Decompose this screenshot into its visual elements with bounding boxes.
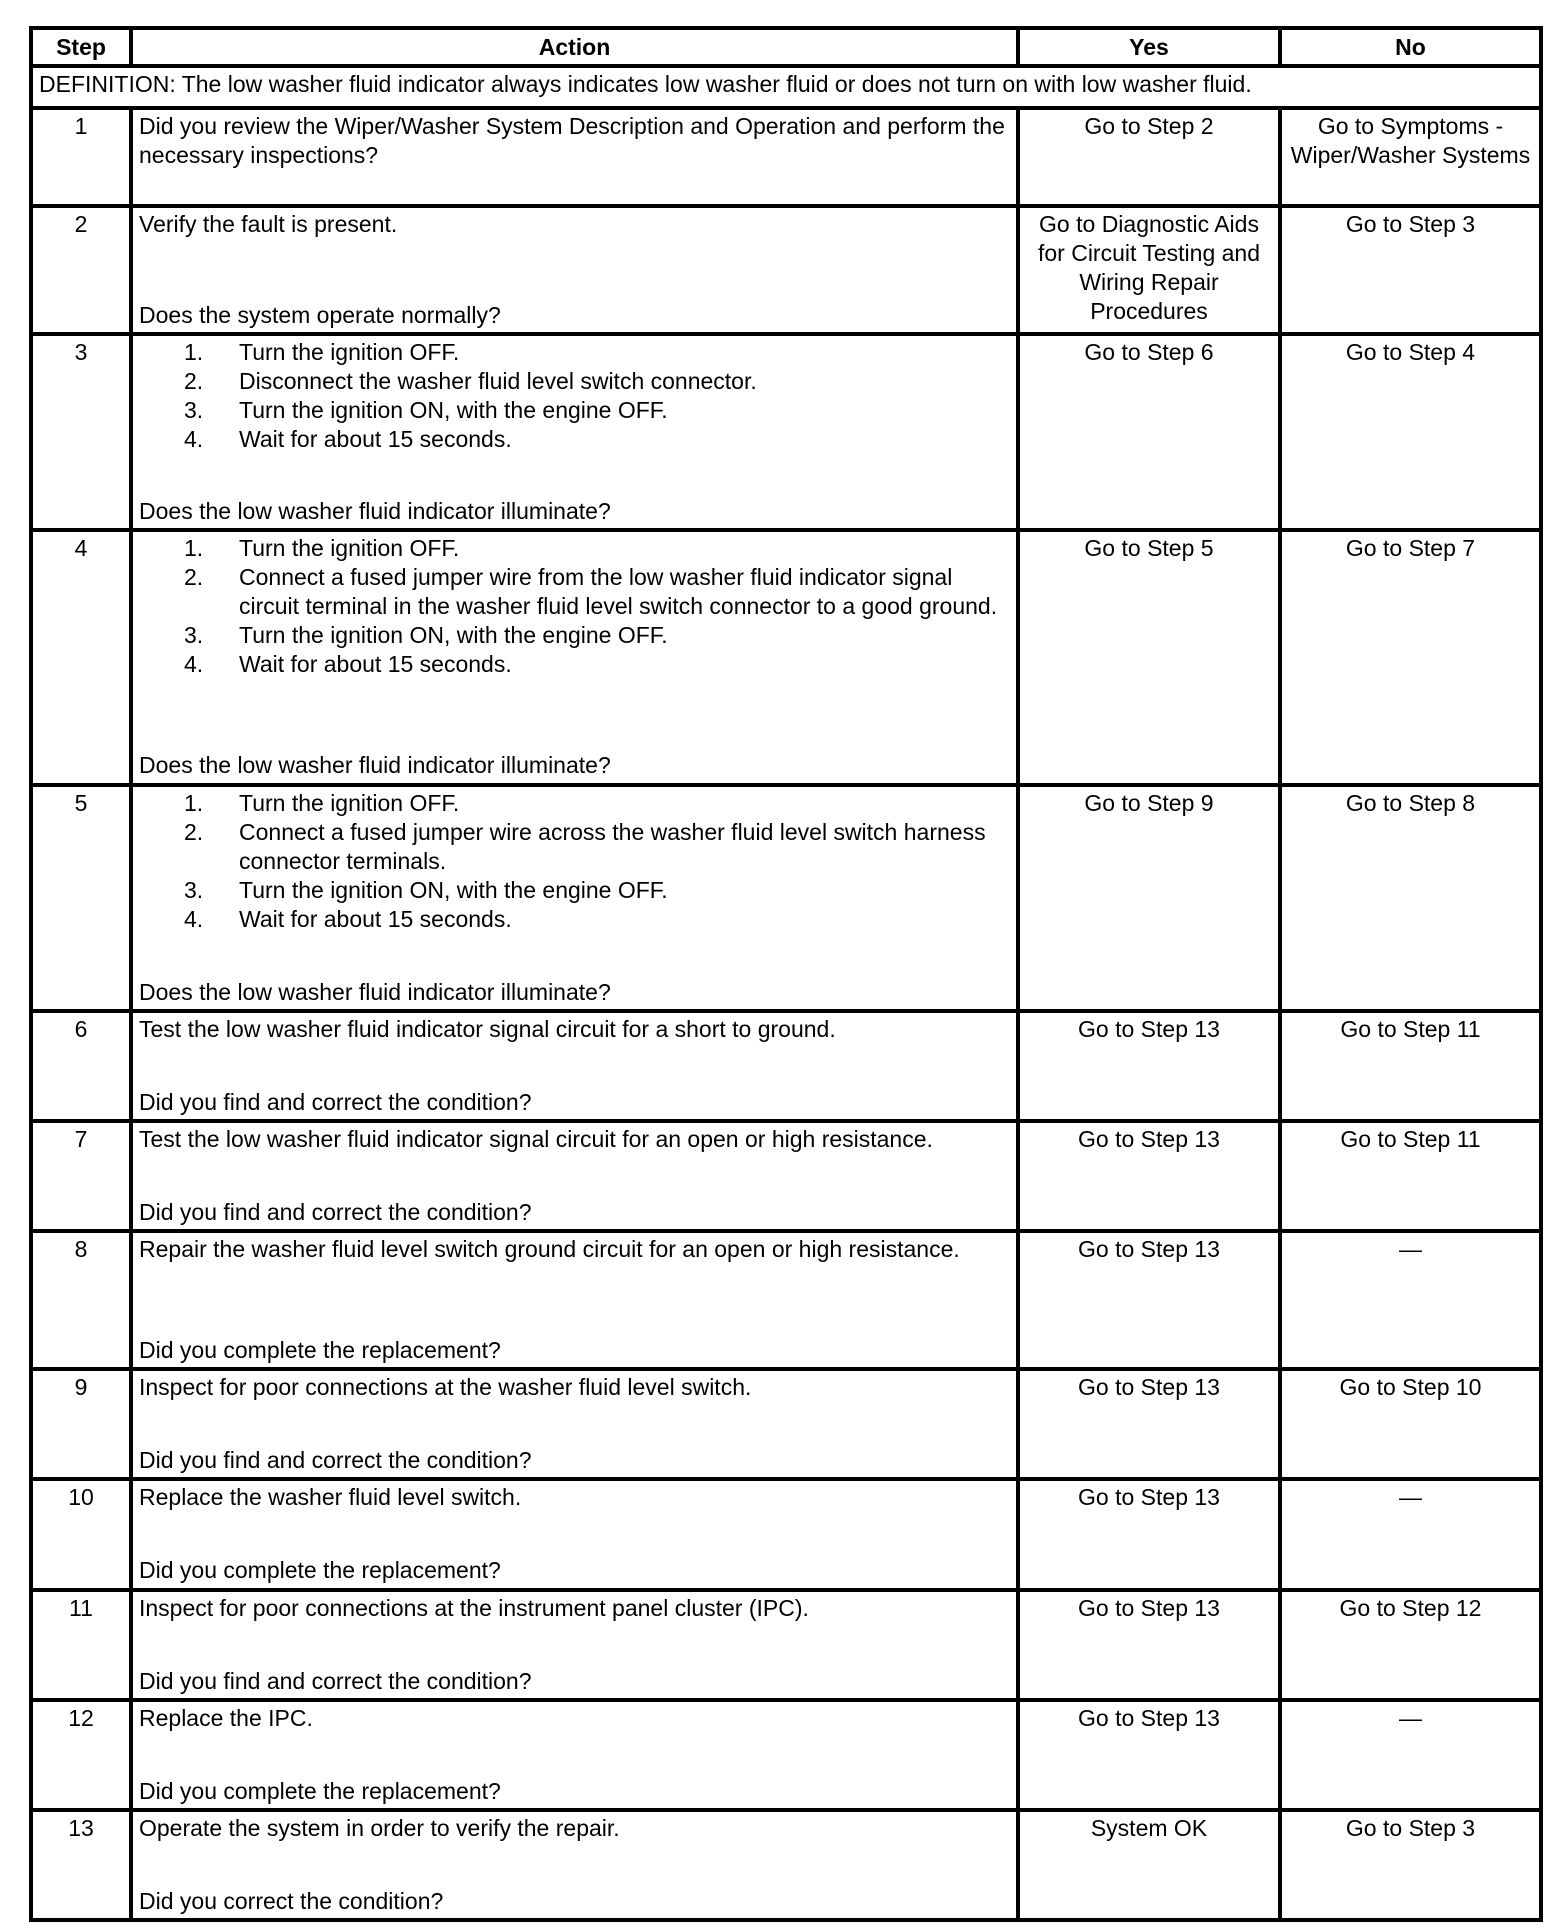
substep-item: [184, 425, 1010, 454]
substep-number: 3.: [184, 397, 204, 424]
substep-number: 1.: [184, 339, 204, 366]
action-intro: Inspect for poor connections at the instrument panel cluster (IPC).: [139, 1594, 809, 1621]
substep-number: 2.: [184, 564, 204, 591]
yes-result: Go to Diagnostic Aids for Circuit Testing and Wiring Repair Procedures: [1018, 206, 1280, 334]
no-result: Go to Step 4: [1280, 334, 1541, 530]
table-row: [31, 1810, 1541, 1920]
action-cell: [131, 108, 1018, 206]
action-cell: [131, 530, 1018, 784]
action-top: [139, 210, 1010, 239]
substep-text: Turn the ignition OFF.: [239, 535, 460, 562]
no-result: Go to Step 3: [1280, 1810, 1541, 1920]
substep-item: [184, 534, 1010, 563]
step-number: 10: [31, 1479, 131, 1589]
action-question: Does the low washer fluid indicator illuminate?: [139, 752, 611, 779]
action-intro: Test the low washer fluid indicator signal circuit for an open or high resistance.: [139, 1126, 933, 1153]
action-top: [139, 534, 1010, 679]
yes-result: Go to Step 13: [1018, 1121, 1280, 1231]
action-content: [139, 210, 1010, 330]
action-cell: [131, 1011, 1018, 1121]
substep-number: 1.: [184, 789, 204, 816]
substep-item: [184, 338, 1010, 367]
definition-row: [31, 66, 1541, 108]
substep-list: [139, 338, 1010, 454]
yes-result: Go to Step 13: [1018, 1590, 1280, 1700]
substep-text: Turn the ignition OFF.: [239, 789, 460, 816]
substep-list: [139, 534, 1010, 679]
substep-text: Disconnect the washer fluid level switch connector.: [239, 368, 757, 395]
substep-text: Turn the ignition ON, with the engine OFF.: [239, 397, 668, 424]
table-row: [31, 1369, 1541, 1479]
no-result: Go to Step 12: [1280, 1590, 1541, 1700]
substep-text: Wait for about 15 seconds.: [239, 651, 512, 678]
action-intro: Test the low washer fluid indicator signal circuit for a short to ground.: [139, 1015, 836, 1042]
action-content: [139, 789, 1010, 1007]
substep-number: 4.: [184, 905, 204, 932]
diagnostic-table: [29, 26, 1543, 1922]
no-result: —: [1280, 1231, 1541, 1369]
table-row: [31, 1700, 1541, 1810]
action-cell: [131, 1369, 1018, 1479]
substep-text: Turn the ignition OFF.: [239, 339, 460, 366]
substep-text: Turn the ignition ON, with the engine OFF.: [239, 622, 668, 649]
yes-result: Go to Step 13: [1018, 1369, 1280, 1479]
step-number: 12: [31, 1700, 131, 1810]
action-content: [139, 1015, 1010, 1117]
action-question: Does the system operate normally?: [139, 302, 501, 329]
step-number: 9: [31, 1369, 131, 1479]
action-content: [139, 1704, 1010, 1806]
action-top: [139, 112, 1010, 170]
substep-text: Wait for about 15 seconds.: [239, 426, 512, 453]
action-cell: [131, 1479, 1018, 1589]
substep-item: [184, 367, 1010, 396]
action-top: [139, 1594, 1010, 1623]
action-top: [139, 789, 1010, 934]
yes-result: Go to Step 6: [1018, 334, 1280, 530]
action-top: [139, 1814, 1010, 1843]
no-result: Go to Step 11: [1280, 1121, 1541, 1231]
yes-result: System OK: [1018, 1810, 1280, 1920]
no-result: Go to Step 11: [1280, 1011, 1541, 1121]
action-cell: [131, 1121, 1018, 1231]
yes-result: Go to Step 13: [1018, 1479, 1280, 1589]
action-question: Did you find and correct the condition?: [139, 1667, 532, 1694]
yes-result: Go to Step 13: [1018, 1011, 1280, 1121]
action-content: [139, 534, 1010, 780]
substep-number: 3.: [184, 876, 204, 903]
action-intro: Replace the IPC.: [139, 1704, 313, 1731]
no-result: Go to Step 3: [1280, 206, 1541, 334]
table-row: [31, 206, 1541, 334]
action-top: [139, 1704, 1010, 1733]
no-result: Go to Symptoms - Wiper/Washer Systems: [1280, 108, 1541, 206]
substep-item: [184, 905, 1010, 934]
action-question: Did you correct the condition?: [139, 1887, 444, 1914]
substep-item: [184, 876, 1010, 905]
no-result: —: [1280, 1479, 1541, 1589]
action-cell: [131, 785, 1018, 1011]
action-top: [139, 1373, 1010, 1402]
step-number: 6: [31, 1011, 131, 1121]
action-question: Did you complete the replacement?: [139, 1557, 501, 1584]
no-result: Go to Step 10: [1280, 1369, 1541, 1479]
yes-result: Go to Step 13: [1018, 1700, 1280, 1810]
action-intro: Operate the system in order to verify the repair.: [139, 1814, 620, 1841]
action-content: [139, 1814, 1010, 1916]
no-result: Go to Step 8: [1280, 785, 1541, 1011]
action-intro: Inspect for poor connections at the washer fluid level switch.: [139, 1374, 752, 1401]
substep-item: [184, 621, 1010, 650]
header-step: Step: [31, 28, 131, 66]
action-top: [139, 1015, 1010, 1044]
step-number: 1: [31, 108, 131, 206]
table-row: [31, 530, 1541, 784]
header-no: No: [1280, 28, 1541, 66]
header-yes: Yes: [1018, 28, 1280, 66]
action-cell: [131, 1810, 1018, 1920]
step-number: 13: [31, 1810, 131, 1920]
header-row: [31, 28, 1541, 66]
action-intro: Did you review the Wiper/Washer System Description and Operation and perform the necessary inspections?: [139, 113, 1005, 169]
step-number: 2: [31, 206, 131, 334]
action-question: Did you find and correct the condition?: [139, 1199, 532, 1226]
substep-list: [139, 789, 1010, 934]
table-row: [31, 785, 1541, 1011]
header-action: Action: [131, 28, 1018, 66]
table-row: [31, 1121, 1541, 1231]
substep-number: 4.: [184, 426, 204, 453]
action-top: [139, 338, 1010, 454]
action-content: [139, 1373, 1010, 1475]
action-content: [139, 112, 1010, 202]
substep-item: [184, 789, 1010, 818]
action-question: Does the low washer fluid indicator illuminate?: [139, 498, 611, 525]
action-question: Did you complete the replacement?: [139, 1777, 501, 1804]
action-question: Did you find and correct the condition?: [139, 1447, 532, 1474]
step-number: 8: [31, 1231, 131, 1369]
action-content: [139, 1594, 1010, 1696]
action-cell: [131, 334, 1018, 530]
yes-result: Go to Step 5: [1018, 530, 1280, 784]
step-number: 4: [31, 530, 131, 784]
action-cell: [131, 1590, 1018, 1700]
definition-text: DEFINITION: The low washer fluid indicator always indicates low washer fluid or does not turn on with low washer fluid.: [31, 66, 1541, 108]
action-content: [139, 1483, 1010, 1585]
action-intro: Replace the washer fluid level switch.: [139, 1484, 522, 1511]
no-result: —: [1280, 1700, 1541, 1810]
action-cell: [131, 1231, 1018, 1369]
substep-number: 1.: [184, 535, 204, 562]
table-row: [31, 1479, 1541, 1589]
action-question: Did you find and correct the condition?: [139, 1088, 532, 1115]
yes-result: Go to Step 2: [1018, 108, 1280, 206]
substep-number: 4.: [184, 651, 204, 678]
substep-number: 2.: [184, 818, 204, 845]
action-cell: [131, 1700, 1018, 1810]
substep-text: Turn the ignition ON, with the engine OFF.: [239, 876, 668, 903]
no-result: Go to Step 7: [1280, 530, 1541, 784]
table-row: [31, 334, 1541, 530]
step-number: 11: [31, 1590, 131, 1700]
substep-item: [184, 396, 1010, 425]
step-number: 3: [31, 334, 131, 530]
action-question: Did you complete the replacement?: [139, 1337, 501, 1364]
yes-result: Go to Step 9: [1018, 785, 1280, 1011]
yes-result: Go to Step 13: [1018, 1231, 1280, 1369]
substep-number: 2.: [184, 368, 204, 395]
substep-number: 3.: [184, 622, 204, 649]
substep-item: [184, 563, 1010, 621]
action-content: [139, 1125, 1010, 1227]
table-row: [31, 108, 1541, 206]
action-top: [139, 1235, 1010, 1264]
table-row: [31, 1011, 1541, 1121]
step-number: 5: [31, 785, 131, 1011]
action-top: [139, 1483, 1010, 1512]
table-row: [31, 1231, 1541, 1369]
action-content: [139, 338, 1010, 526]
substep-item: [184, 650, 1010, 679]
action-intro: Repair the washer fluid level switch ground circuit for an open or high resistance.: [139, 1236, 960, 1263]
substep-text: Connect a fused jumper wire from the low washer fluid indicator signal circuit terminal in the washer fluid level switch connector to a good ground.: [239, 564, 998, 620]
substep-text: Wait for about 15 seconds.: [239, 905, 512, 932]
action-question: Does the low washer fluid indicator illuminate?: [139, 978, 611, 1005]
substep-text: Connect a fused jumper wire across the washer fluid level switch harness connector terminals.: [239, 818, 986, 874]
action-content: [139, 1235, 1010, 1365]
step-number: 7: [31, 1121, 131, 1231]
action-intro: Verify the fault is present.: [139, 211, 398, 238]
action-cell: [131, 206, 1018, 334]
action-top: [139, 1125, 1010, 1154]
table-row: [31, 1590, 1541, 1700]
substep-item: [184, 818, 1010, 876]
